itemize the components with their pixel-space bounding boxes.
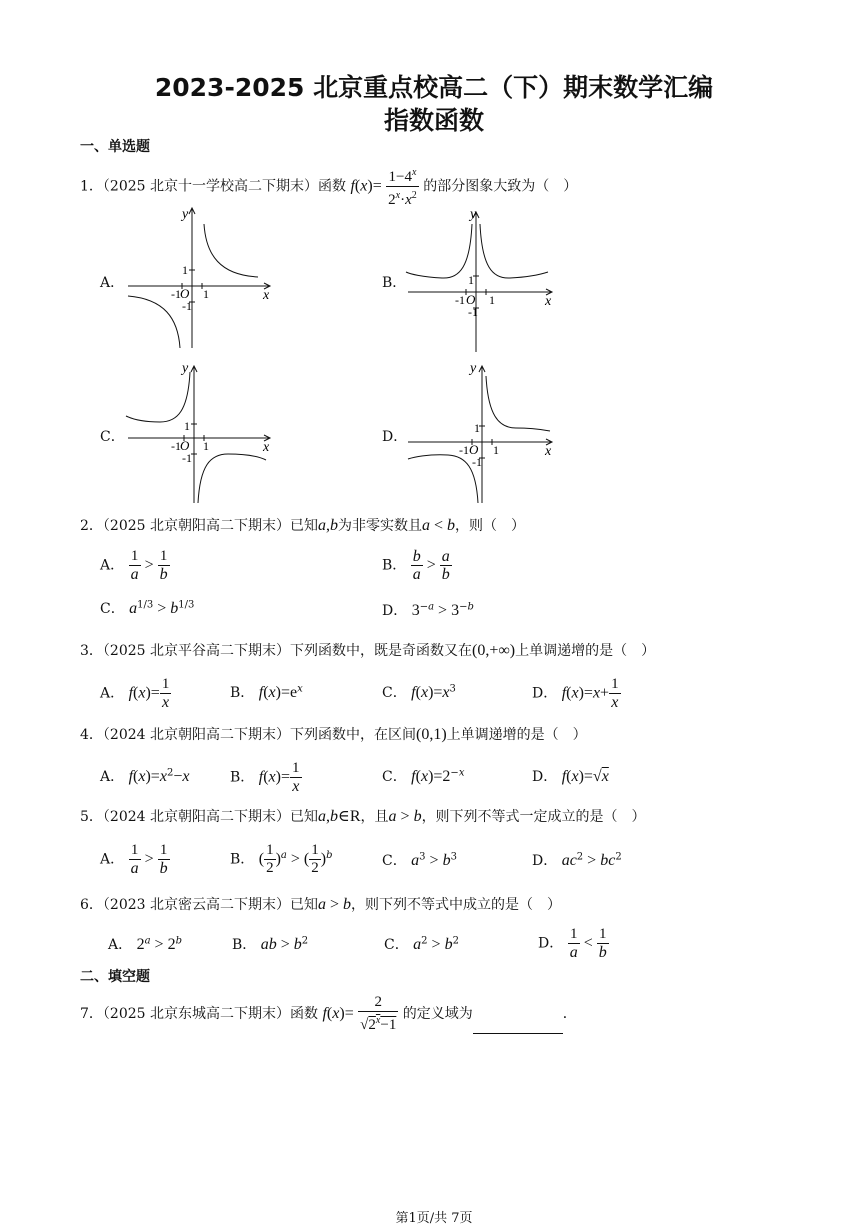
q2-option-c[interactable]: C． $a^{1/3} > b^{1/3}$: [100, 599, 195, 617]
svg-text:O: O: [466, 292, 476, 307]
q6-option-d[interactable]: D． $\frac{1}{a}$ < $\frac{1}{b}$: [538, 926, 607, 961]
question-1: 1．（2025 北京十一学校高二下期末）函数 f(x)= $\frac{1-4^x}{2^x\cdot x^2}$ 的部分图象大致为（ ）: [80, 167, 578, 208]
q4-option-a[interactable]: A． $f(x)=x^2-x$: [100, 767, 190, 785]
svg-text:y: y: [470, 207, 477, 222]
q6-option-a[interactable]: A． $2^a > 2^b$: [108, 935, 182, 953]
q6-option-b[interactable]: B． ab > $b^2$: [232, 935, 309, 953]
svg-text:-1: -1: [472, 455, 482, 469]
page-subtitle: 指数函数: [383, 106, 484, 135]
option-d-label: D．: [382, 429, 408, 445]
svg-text:1: 1: [203, 439, 209, 453]
q2-option-b[interactable]: B． $\frac{b}{a}$ > $\frac{a}{b}$: [382, 548, 450, 583]
question-5: 5．（2024 北京朝阳高二下期末）已知a,b∈R，且a > b，则下列不等式一定成立的是（ ）: [80, 808, 646, 825]
svg-text:1: 1: [468, 273, 474, 287]
svg-text:y: y: [182, 361, 189, 376]
q4-option-c[interactable]: C． $f(x)=2^{-x}$: [382, 767, 465, 785]
svg-text:-1: -1: [459, 443, 469, 457]
svg-text:1: 1: [493, 443, 499, 457]
svg-text:1: 1: [184, 419, 190, 433]
graph-option-a: [120, 200, 280, 350]
svg-text:-1: -1: [171, 439, 181, 453]
question-2: 2．（2025 北京朝阳高二下期末）已知a,b为非零实数且a < b，则（ ）: [80, 517, 526, 534]
svg-text:-1: -1: [455, 293, 465, 307]
graph-option-b: [402, 204, 562, 354]
option-b-label: B．: [382, 275, 407, 291]
svg-text:1: 1: [203, 287, 209, 301]
q4-option-d[interactable]: D． f(x)=√x: [532, 768, 609, 785]
q5-option-c[interactable]: C． $a^3 > b^3$: [382, 851, 457, 869]
q3-option-d[interactable]: D． f(x)=x+ $\frac{1}{x}$: [532, 676, 619, 711]
svg-text:y: y: [182, 207, 189, 222]
svg-text:-1: -1: [182, 299, 192, 313]
svg-text:O: O: [469, 442, 479, 457]
graph-option-c: [120, 358, 280, 508]
option-c-label: C．: [100, 429, 125, 445]
graph-option-d: [402, 358, 562, 508]
svg-text:-1: -1: [171, 287, 181, 301]
svg-text:-1: -1: [468, 305, 478, 319]
svg-text:1: 1: [489, 293, 495, 307]
q3-option-c[interactable]: C． $f(x)=x^3$: [382, 683, 456, 701]
answer-blank[interactable]: [473, 1019, 563, 1034]
svg-text:x: x: [263, 288, 270, 303]
page-footer: 第1页/共 7页: [395, 1211, 473, 1226]
q2-option-d[interactable]: D． $3^{-a} > 3^{-b}$: [382, 601, 474, 619]
svg-text:-1: -1: [182, 451, 192, 465]
svg-text:O: O: [180, 286, 190, 301]
svg-text:y: y: [470, 361, 477, 376]
q3-option-b[interactable]: B． $f(x)=e^x$: [230, 683, 303, 701]
q5-option-d[interactable]: D． $ac^2 > bc^2$: [532, 851, 622, 869]
question-7: 7．（2025 北京东城高二下期末）函数 f(x)= $\frac{2}{√2^x-1}$ 的定义域为 ．: [80, 994, 577, 1033]
svg-text:1: 1: [474, 421, 480, 435]
q5-option-b[interactable]: B． ( $\frac{1}{2}$ )$^a$ > ( $\frac{1}{2}$ )$^b$: [230, 842, 333, 876]
question-4: 4．（2024 北京朝阳高二下期末）下列函数中，在区间(0,1)上单调递增的是（ ）: [80, 726, 587, 743]
question-6: 6．（2023 北京密云高二下期末）已知a > b，则下列不等式中成立的是（ ）: [80, 896, 562, 913]
svg-text:x: x: [545, 294, 552, 309]
svg-text:O: O: [180, 438, 190, 453]
svg-text:x: x: [263, 440, 270, 455]
section-heading-fill-blank: 二、填空题: [80, 969, 150, 985]
section-heading-single-choice: 一、单选题: [80, 139, 150, 155]
q4-option-b[interactable]: B． f(x)= $\frac{1}{x}$: [230, 760, 300, 795]
q5-option-a[interactable]: A． $\frac{1}{a}$ > $\frac{1}{b}$: [100, 842, 168, 877]
option-a-label: A．: [100, 275, 125, 291]
svg-text:x: x: [545, 444, 552, 459]
q2-option-a[interactable]: A． $\frac{1}{a}$ > $\frac{1}{b}$: [100, 548, 168, 583]
q6-option-c[interactable]: C． $a^2 > b^2$: [384, 935, 459, 953]
q3-option-a[interactable]: A． f(x)= $\frac{1}{x}$: [100, 676, 170, 711]
svg-text:1: 1: [182, 263, 188, 277]
question-3: 3．（2025 北京平谷高二下期末）下列函数中，既是奇函数又在(0,+∞)上单调递增的是（ ）: [80, 642, 656, 659]
page-title: 2023-2025 北京重点校高二（下）期末数学汇编: [154, 73, 714, 102]
